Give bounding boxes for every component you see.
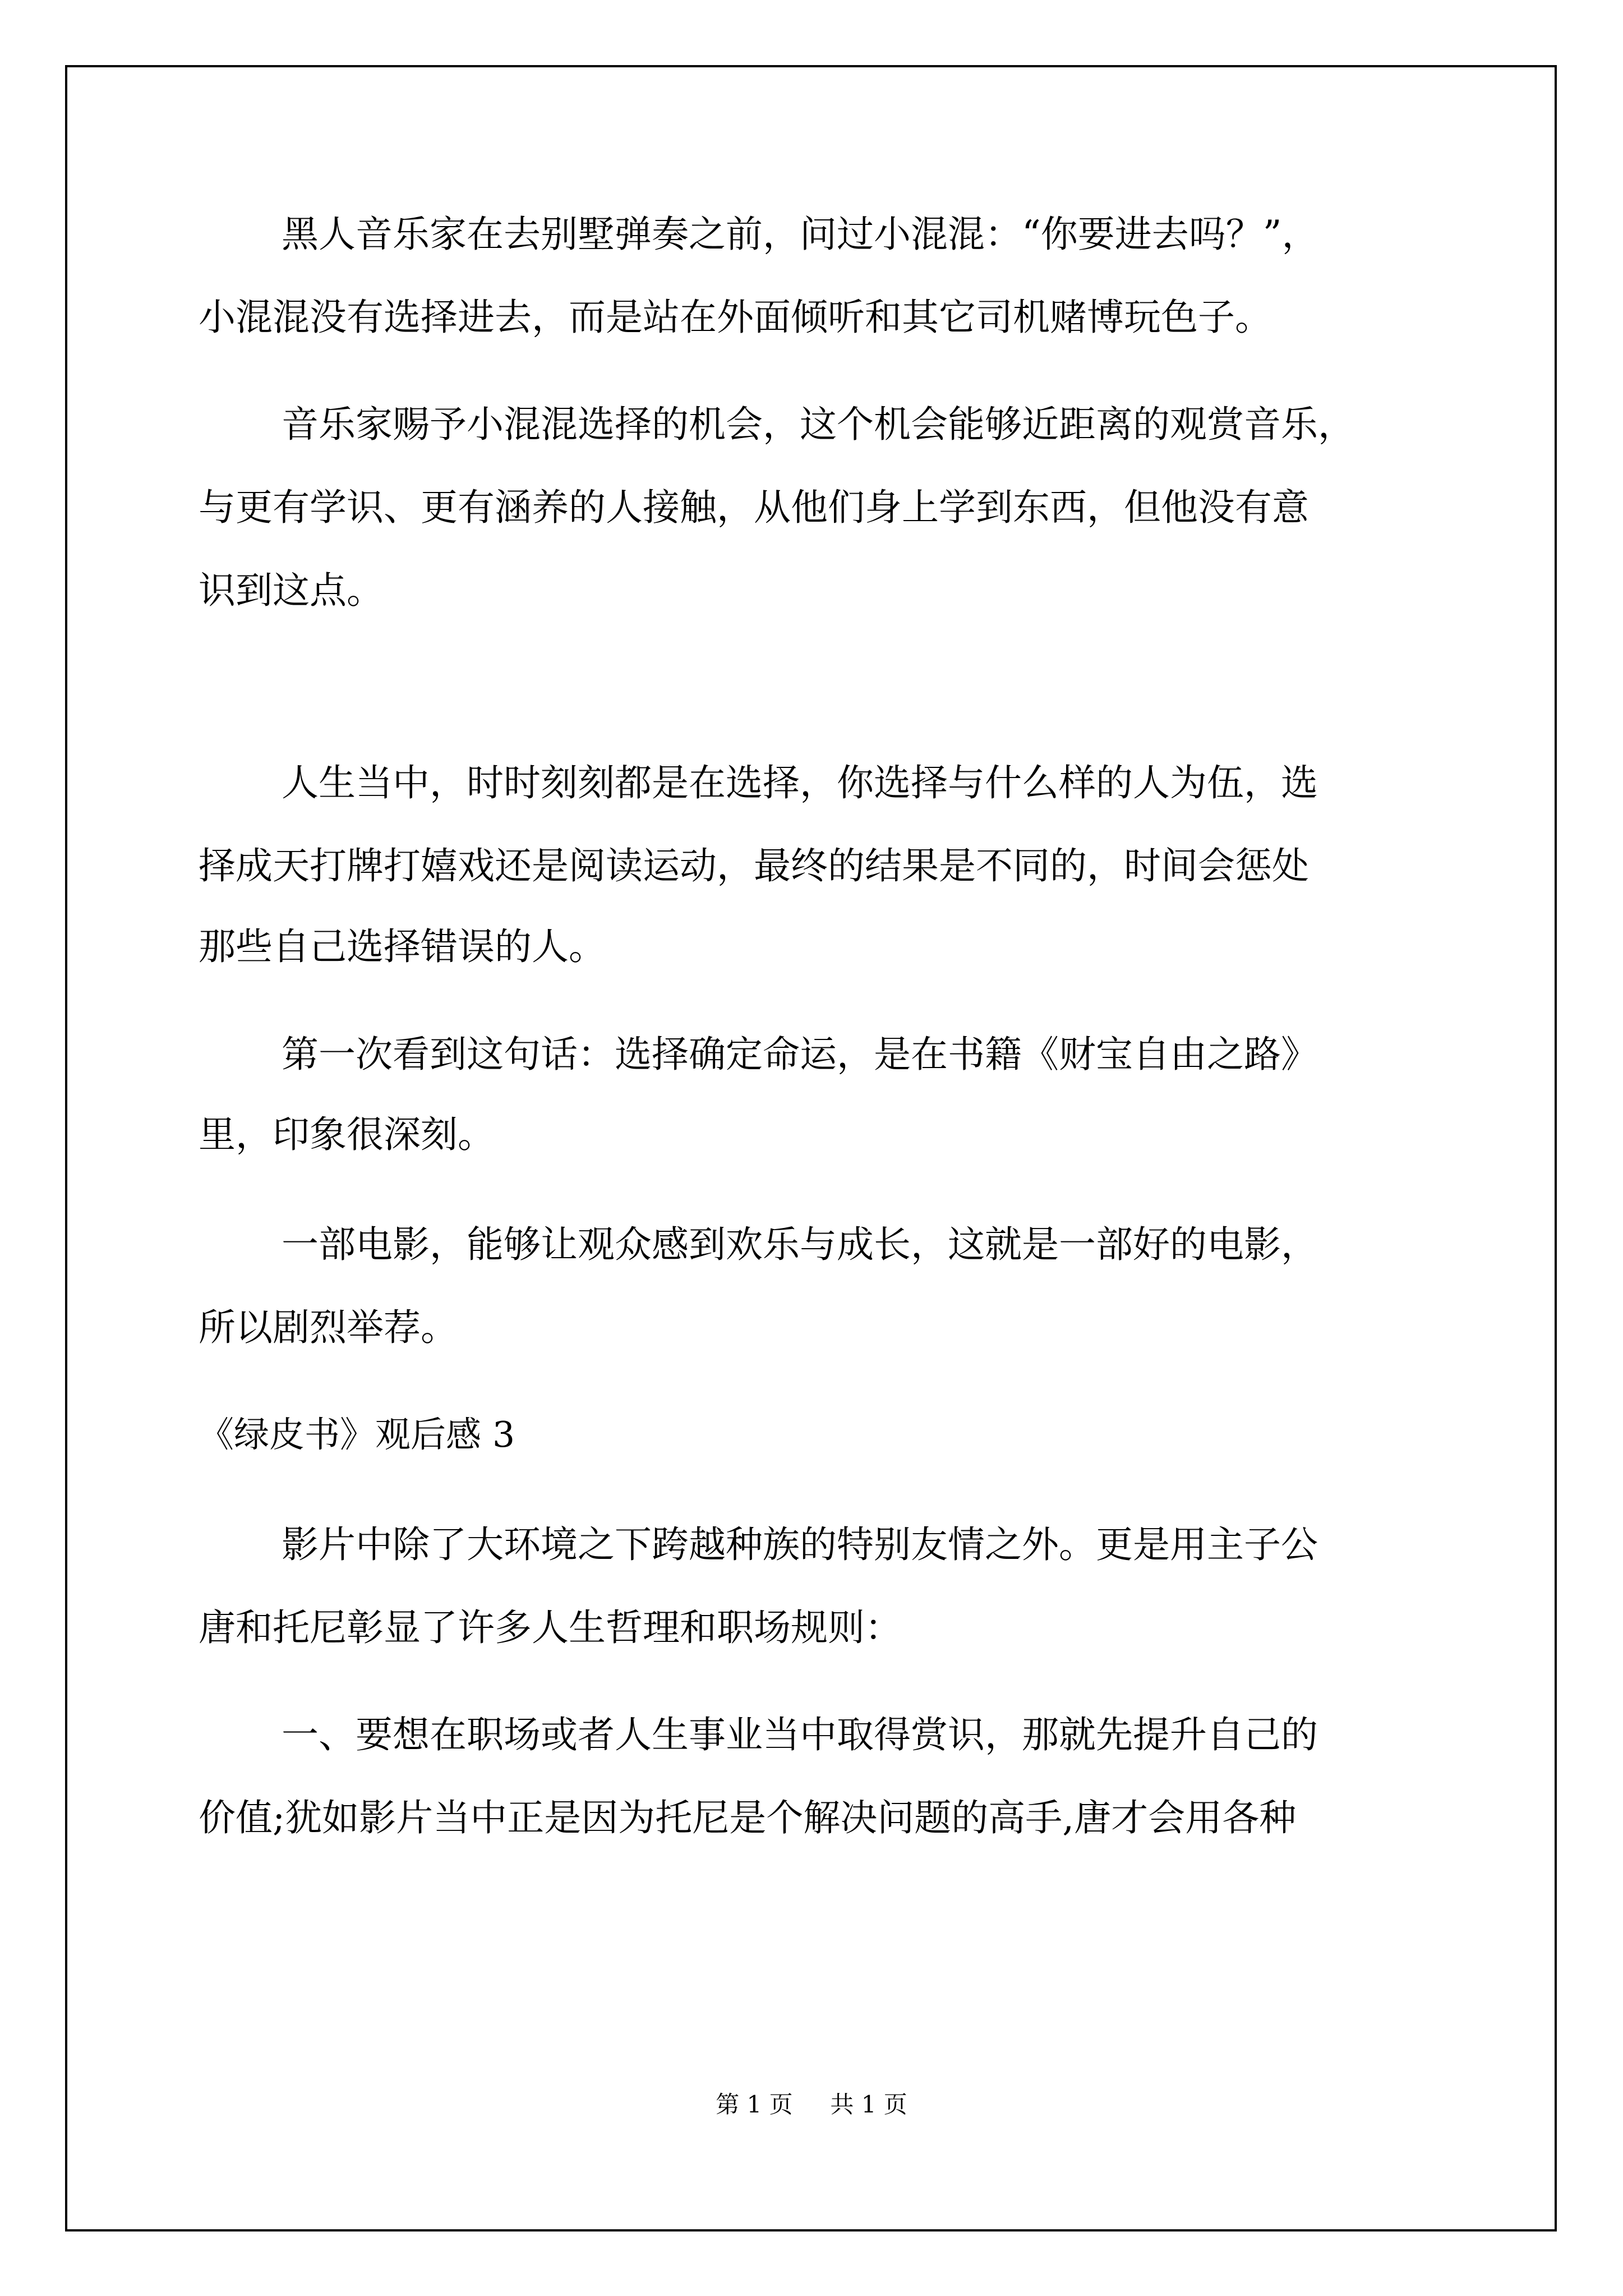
paragraph-1-line-2: 小混混没有选择进去，而是站在外面倾听和其它司机赌博玩色子。 bbox=[199, 296, 1272, 339]
paragraph-2-line-1: 音乐家赐予小混混选择的机会，这个机会能够近距离的观赏音乐， bbox=[282, 403, 1355, 446]
paragraph-3-line-1: 人生当中，时时刻刻都是在选择，你选择与什么样的人为伍，选 bbox=[282, 761, 1318, 804]
paragraph-5-line-2: 所以剧烈举荐。 bbox=[199, 1306, 458, 1349]
paragraph-6-line-1: 影片中除了大环境之下跨越种族的特别友情之外。更是用主子公 bbox=[282, 1523, 1318, 1566]
paragraph-5-line-1: 一部电影，能够让观众感到欢乐与成长，这就是一部好的电影， bbox=[282, 1223, 1318, 1266]
paragraph-2-line-3: 识到这点。 bbox=[199, 569, 384, 612]
paragraph-7-line-1: 一、要想在职场或者人生事业当中取得赏识，那就先提升自己的 bbox=[282, 1713, 1318, 1756]
page-number: 第 1 页 bbox=[716, 2091, 793, 2118]
paragraph-3-line-2: 择成天打牌打嬉戏还是阅读运动，最终的结果是不同的，时间会惩处 bbox=[199, 844, 1309, 887]
paragraph-3-line-3: 那些自己选择错误的人。 bbox=[199, 925, 606, 968]
page-count: 共 1 页 bbox=[830, 2091, 907, 2118]
paragraph-2-line-2: 与更有学识、更有涵养的人接触，从他们身上学到东西，但他没有意 bbox=[199, 486, 1309, 529]
paragraph-7-line-2: 价值;犹如影片当中正是因为托尼是个解决问题的高手,唐才会用各种 bbox=[199, 1796, 1297, 1839]
paragraph-6-line-2: 唐和托尼彰显了许多人生哲理和职场规则： bbox=[199, 1606, 902, 1649]
page-footer bbox=[0, 2088, 1623, 2122]
section-heading: 《绿皮书》观后感 3 bbox=[199, 1414, 515, 1455]
paragraph-1-line-1: 黑人音乐家在去别墅弹奏之前，问过小混混：“你要进去吗？”， bbox=[282, 213, 1319, 256]
paragraph-4-line-2: 里，印象很深刻。 bbox=[199, 1113, 495, 1156]
paragraph-4-line-1: 第一次看到这句话：选择确定命运，是在书籍《财宝自由之路》 bbox=[282, 1033, 1318, 1076]
